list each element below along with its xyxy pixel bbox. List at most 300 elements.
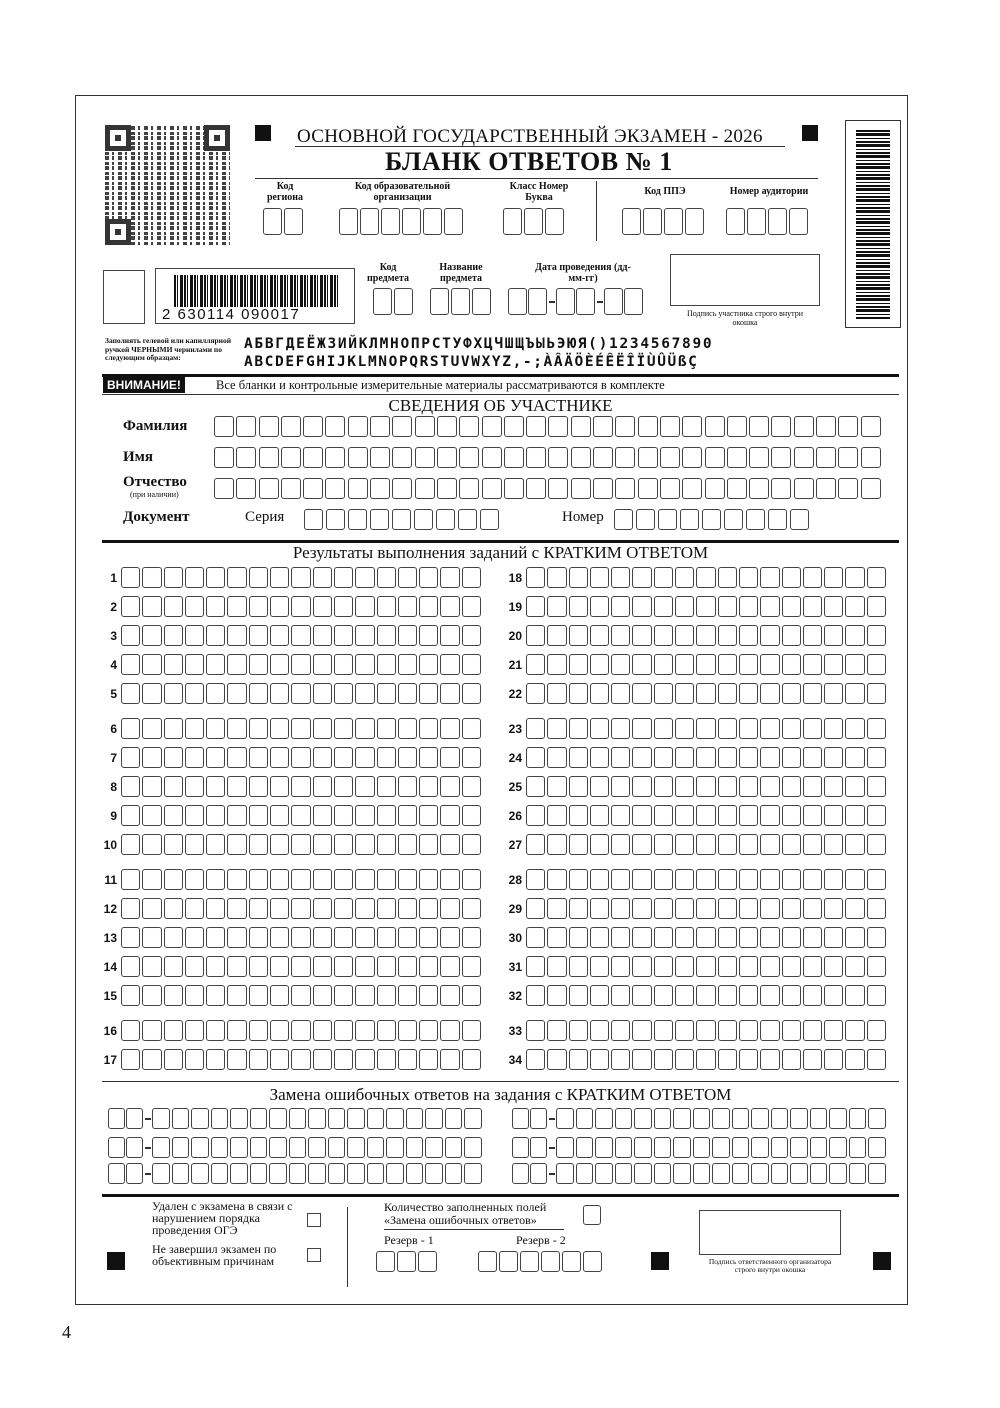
- input-cell[interactable]: [334, 1049, 353, 1070]
- input-cell[interactable]: [440, 567, 459, 588]
- input-cell[interactable]: [675, 1049, 694, 1070]
- input-cell[interactable]: [718, 927, 737, 948]
- input-cell[interactable]: [355, 1049, 374, 1070]
- input-cell[interactable]: [142, 956, 161, 977]
- input-cell[interactable]: [867, 625, 886, 646]
- input-cell[interactable]: [227, 776, 246, 797]
- input-cell[interactable]: [214, 447, 234, 468]
- input-cell[interactable]: [419, 927, 438, 948]
- input-cell[interactable]: [227, 985, 246, 1006]
- input-cell[interactable]: [313, 718, 332, 739]
- input-cell[interactable]: [325, 447, 345, 468]
- input-cell[interactable]: [611, 834, 630, 855]
- input-cell[interactable]: [664, 208, 683, 235]
- input-cell[interactable]: [675, 747, 694, 768]
- input-cell[interactable]: [445, 1108, 463, 1129]
- input-cell[interactable]: [377, 596, 396, 617]
- input-cell[interactable]: [611, 927, 630, 948]
- input-cell[interactable]: [569, 718, 588, 739]
- input-cell[interactable]: [760, 625, 779, 646]
- input-cell[interactable]: [867, 596, 886, 617]
- input-cell[interactable]: [464, 1108, 482, 1129]
- input-cell[interactable]: [185, 596, 204, 617]
- input-cell[interactable]: [206, 654, 225, 675]
- input-cell[interactable]: [236, 447, 256, 468]
- input-cell[interactable]: [269, 1163, 287, 1184]
- input-cell[interactable]: [377, 956, 396, 977]
- input-cell[interactable]: [504, 416, 524, 437]
- input-cell[interactable]: [632, 869, 651, 890]
- input-cell[interactable]: [402, 208, 421, 235]
- input-cell[interactable]: [782, 596, 801, 617]
- input-cell[interactable]: [718, 625, 737, 646]
- input-cell[interactable]: [867, 567, 886, 588]
- input-cell[interactable]: [249, 718, 268, 739]
- input-cell[interactable]: [227, 718, 246, 739]
- input-cell[interactable]: [462, 567, 481, 588]
- input-cell[interactable]: [556, 1163, 574, 1184]
- input-cell[interactable]: [303, 478, 323, 499]
- input-cell[interactable]: [654, 805, 673, 826]
- input-cell[interactable]: [142, 625, 161, 646]
- input-cell[interactable]: [569, 625, 588, 646]
- input-cell[interactable]: [696, 927, 715, 948]
- input-cell[interactable]: [526, 416, 546, 437]
- input-cell[interactable]: [227, 567, 246, 588]
- input-cell[interactable]: [611, 985, 630, 1006]
- input-cell[interactable]: [377, 776, 396, 797]
- input-cell[interactable]: [611, 805, 630, 826]
- input-cell[interactable]: [768, 208, 787, 235]
- input-cell[interactable]: [377, 567, 396, 588]
- input-cell[interactable]: [121, 927, 140, 948]
- input-cell[interactable]: [249, 747, 268, 768]
- input-cell[interactable]: [824, 956, 843, 977]
- input-cell[interactable]: [824, 625, 843, 646]
- input-cell[interactable]: [270, 1020, 289, 1041]
- input-cell[interactable]: [121, 898, 140, 919]
- input-cell[interactable]: [313, 869, 332, 890]
- input-cell[interactable]: [654, 898, 673, 919]
- input-cell[interactable]: [211, 1163, 229, 1184]
- input-cell[interactable]: [611, 654, 630, 675]
- input-cell[interactable]: [611, 1020, 630, 1041]
- input-cell[interactable]: [313, 898, 332, 919]
- input-cell[interactable]: [576, 1137, 594, 1158]
- input-cell[interactable]: [845, 683, 864, 704]
- input-cell[interactable]: [152, 1137, 170, 1158]
- input-cell[interactable]: [334, 898, 353, 919]
- input-cell[interactable]: [291, 956, 310, 977]
- input-cell[interactable]: [236, 416, 256, 437]
- input-cell[interactable]: [249, 683, 268, 704]
- input-cell[interactable]: [632, 985, 651, 1006]
- input-cell[interactable]: [462, 776, 481, 797]
- input-cell[interactable]: [108, 1108, 125, 1129]
- input-cell[interactable]: [425, 1163, 443, 1184]
- input-cell[interactable]: [499, 1251, 518, 1272]
- input-cell[interactable]: [654, 956, 673, 977]
- input-cell[interactable]: [206, 1049, 225, 1070]
- input-cell[interactable]: [503, 208, 522, 235]
- input-cell[interactable]: [462, 805, 481, 826]
- input-cell[interactable]: [398, 654, 417, 675]
- input-cell[interactable]: [172, 1137, 190, 1158]
- input-cell[interactable]: [270, 567, 289, 588]
- input-cell[interactable]: [739, 1020, 758, 1041]
- input-cell[interactable]: [590, 567, 609, 588]
- input-cell[interactable]: [462, 956, 481, 977]
- input-cell[interactable]: [590, 625, 609, 646]
- input-cell[interactable]: [464, 1137, 482, 1158]
- input-cell[interactable]: [718, 1049, 737, 1070]
- input-cell[interactable]: [726, 208, 745, 235]
- input-cell[interactable]: [370, 509, 389, 530]
- input-cell[interactable]: [654, 834, 673, 855]
- input-cell[interactable]: [526, 834, 545, 855]
- input-cell[interactable]: [718, 834, 737, 855]
- input-cell[interactable]: [675, 776, 694, 797]
- input-cell[interactable]: [440, 718, 459, 739]
- input-cell[interactable]: [164, 683, 183, 704]
- input-cell[interactable]: [440, 956, 459, 977]
- input-cell[interactable]: [782, 567, 801, 588]
- input-cell[interactable]: [437, 416, 457, 437]
- input-cell[interactable]: [615, 1108, 633, 1129]
- input-cell[interactable]: [782, 805, 801, 826]
- input-cell[interactable]: [464, 1163, 482, 1184]
- input-cell[interactable]: [270, 956, 289, 977]
- input-cell[interactable]: [415, 416, 435, 437]
- input-cell[interactable]: [164, 718, 183, 739]
- input-cell[interactable]: [632, 596, 651, 617]
- input-cell[interactable]: [590, 805, 609, 826]
- input-cell[interactable]: [334, 834, 353, 855]
- input-cell[interactable]: [526, 567, 545, 588]
- input-cell[interactable]: [462, 625, 481, 646]
- input-cell[interactable]: [263, 208, 282, 235]
- input-cell[interactable]: [712, 1163, 730, 1184]
- input-cell[interactable]: [632, 1049, 651, 1070]
- input-cell[interactable]: [259, 478, 279, 499]
- input-cell[interactable]: [164, 869, 183, 890]
- input-cell[interactable]: [419, 1049, 438, 1070]
- input-cell[interactable]: [185, 927, 204, 948]
- input-cell[interactable]: [845, 747, 864, 768]
- input-cell[interactable]: [727, 447, 747, 468]
- input-cell[interactable]: [803, 985, 822, 1006]
- input-cell[interactable]: [227, 1020, 246, 1041]
- input-cell[interactable]: [250, 1163, 268, 1184]
- input-cell[interactable]: [303, 416, 323, 437]
- input-cell[interactable]: [675, 718, 694, 739]
- input-cell[interactable]: [782, 985, 801, 1006]
- input-cell[interactable]: [654, 1137, 672, 1158]
- input-cell[interactable]: [462, 1049, 481, 1070]
- input-cell[interactable]: [771, 416, 791, 437]
- input-cell[interactable]: [419, 596, 438, 617]
- input-cell[interactable]: [227, 927, 246, 948]
- input-cell[interactable]: [739, 683, 758, 704]
- input-cell[interactable]: [270, 834, 289, 855]
- input-cell[interactable]: [660, 416, 680, 437]
- input-cell[interactable]: [462, 869, 481, 890]
- input-cell[interactable]: [482, 478, 502, 499]
- input-cell[interactable]: [718, 718, 737, 739]
- input-cell[interactable]: [462, 898, 481, 919]
- input-cell[interactable]: [739, 927, 758, 948]
- input-cell[interactable]: [270, 927, 289, 948]
- input-cell[interactable]: [440, 1049, 459, 1070]
- input-cell[interactable]: [355, 898, 374, 919]
- input-cell[interactable]: [206, 985, 225, 1006]
- input-cell[interactable]: [760, 718, 779, 739]
- input-cell[interactable]: [249, 596, 268, 617]
- input-cell[interactable]: [824, 805, 843, 826]
- input-cell[interactable]: [749, 478, 769, 499]
- input-cell[interactable]: [419, 1020, 438, 1041]
- input-cell[interactable]: [569, 805, 588, 826]
- input-cell[interactable]: [634, 1163, 652, 1184]
- input-cell[interactable]: [595, 1108, 613, 1129]
- input-cell[interactable]: [444, 208, 463, 235]
- input-cell[interactable]: [611, 1049, 630, 1070]
- input-cell[interactable]: [547, 625, 566, 646]
- input-cell[interactable]: [164, 654, 183, 675]
- input-cell[interactable]: [355, 776, 374, 797]
- input-cell[interactable]: [512, 1137, 529, 1158]
- input-cell[interactable]: [867, 654, 886, 675]
- input-cell[interactable]: [377, 898, 396, 919]
- input-cell[interactable]: [760, 1049, 779, 1070]
- input-cell[interactable]: [782, 1020, 801, 1041]
- name-boxes[interactable]: [214, 447, 883, 468]
- input-cell[interactable]: [718, 1020, 737, 1041]
- input-cell[interactable]: [868, 1163, 886, 1184]
- input-cell[interactable]: [556, 1137, 574, 1158]
- input-cell[interactable]: [824, 927, 843, 948]
- input-cell[interactable]: [654, 718, 673, 739]
- input-cell[interactable]: [206, 956, 225, 977]
- input-cell[interactable]: [739, 567, 758, 588]
- input-cell[interactable]: [751, 1137, 769, 1158]
- input-cell[interactable]: [425, 1137, 443, 1158]
- input-cell[interactable]: [334, 596, 353, 617]
- input-cell[interactable]: [227, 654, 246, 675]
- input-cell[interactable]: [526, 625, 545, 646]
- input-cell[interactable]: [370, 447, 390, 468]
- input-cell[interactable]: [615, 478, 635, 499]
- input-cell[interactable]: [406, 1108, 424, 1129]
- input-cell[interactable]: [590, 1049, 609, 1070]
- input-cell[interactable]: [739, 1049, 758, 1070]
- input-cell[interactable]: [108, 1137, 125, 1158]
- input-cell[interactable]: [291, 567, 310, 588]
- input-cell[interactable]: [386, 1108, 404, 1129]
- input-cell[interactable]: [782, 654, 801, 675]
- input-cell[interactable]: [142, 718, 161, 739]
- input-cell[interactable]: [526, 776, 545, 797]
- input-cell[interactable]: [289, 1163, 307, 1184]
- input-cell[interactable]: [185, 683, 204, 704]
- input-cell[interactable]: [547, 927, 566, 948]
- input-cell[interactable]: [334, 654, 353, 675]
- input-cell[interactable]: [760, 927, 779, 948]
- input-cell[interactable]: [355, 1020, 374, 1041]
- input-cell[interactable]: [614, 509, 633, 530]
- input-cell[interactable]: [569, 1020, 588, 1041]
- input-cell[interactable]: [590, 718, 609, 739]
- input-cell[interactable]: [790, 1163, 808, 1184]
- input-cell[interactable]: [462, 596, 481, 617]
- input-cell[interactable]: [121, 1020, 140, 1041]
- input-cell[interactable]: [528, 288, 547, 315]
- input-cell[interactable]: [440, 834, 459, 855]
- input-cell[interactable]: [451, 288, 470, 315]
- input-cell[interactable]: [462, 654, 481, 675]
- input-cell[interactable]: [121, 625, 140, 646]
- input-cell[interactable]: [838, 416, 858, 437]
- input-cell[interactable]: [790, 1108, 808, 1129]
- input-cell[interactable]: [398, 834, 417, 855]
- input-cell[interactable]: [206, 596, 225, 617]
- input-cell[interactable]: [718, 747, 737, 768]
- input-cell[interactable]: [739, 654, 758, 675]
- input-cell[interactable]: [849, 1137, 867, 1158]
- input-cell[interactable]: [398, 1020, 417, 1041]
- input-cell[interactable]: [810, 1108, 828, 1129]
- input-cell[interactable]: [632, 625, 651, 646]
- input-cell[interactable]: [377, 869, 396, 890]
- removed-checkbox[interactable]: [307, 1213, 321, 1227]
- input-cell[interactable]: [675, 567, 694, 588]
- input-cell[interactable]: [526, 956, 545, 977]
- input-cell[interactable]: [712, 1108, 730, 1129]
- input-cell[interactable]: [377, 985, 396, 1006]
- input-cell[interactable]: [675, 654, 694, 675]
- input-cell[interactable]: [440, 805, 459, 826]
- input-cell[interactable]: [696, 898, 715, 919]
- input-cell[interactable]: [590, 683, 609, 704]
- input-cell[interactable]: [164, 834, 183, 855]
- input-cell[interactable]: [685, 208, 704, 235]
- input-cell[interactable]: [632, 747, 651, 768]
- input-cell[interactable]: [654, 596, 673, 617]
- input-cell[interactable]: [693, 1108, 711, 1129]
- input-cell[interactable]: [771, 1163, 789, 1184]
- input-cell[interactable]: [643, 208, 662, 235]
- input-cell[interactable]: [121, 1049, 140, 1070]
- input-cell[interactable]: [313, 683, 332, 704]
- input-cell[interactable]: [445, 1163, 463, 1184]
- input-cell[interactable]: [458, 509, 477, 530]
- input-cell[interactable]: [634, 1137, 652, 1158]
- input-cell[interactable]: [794, 447, 814, 468]
- input-cell[interactable]: [654, 776, 673, 797]
- input-cell[interactable]: [289, 1137, 307, 1158]
- input-cell[interactable]: [751, 1163, 769, 1184]
- input-cell[interactable]: [658, 509, 677, 530]
- input-cell[interactable]: [868, 1108, 886, 1129]
- input-cell[interactable]: [304, 509, 323, 530]
- input-cell[interactable]: [214, 416, 234, 437]
- input-cell[interactable]: [861, 447, 881, 468]
- input-cell[interactable]: [760, 683, 779, 704]
- input-cell[interactable]: [419, 956, 438, 977]
- input-cell[interactable]: [675, 869, 694, 890]
- input-cell[interactable]: [227, 805, 246, 826]
- input-cell[interactable]: [675, 596, 694, 617]
- input-cell[interactable]: [126, 1108, 143, 1129]
- input-cell[interactable]: [622, 208, 641, 235]
- input-cell[interactable]: [675, 834, 694, 855]
- input-cell[interactable]: [675, 683, 694, 704]
- input-cell[interactable]: [191, 1163, 209, 1184]
- input-cell[interactable]: [595, 1137, 613, 1158]
- input-cell[interactable]: [632, 805, 651, 826]
- input-cell[interactable]: [185, 625, 204, 646]
- input-cell[interactable]: [191, 1108, 209, 1129]
- input-cell[interactable]: [121, 596, 140, 617]
- input-cell[interactable]: [308, 1163, 326, 1184]
- input-cell[interactable]: [611, 747, 630, 768]
- input-cell[interactable]: [590, 869, 609, 890]
- input-cell[interactable]: [142, 567, 161, 588]
- input-cell[interactable]: [590, 747, 609, 768]
- input-cell[interactable]: [803, 654, 822, 675]
- input-cell[interactable]: [291, 683, 310, 704]
- input-cell[interactable]: [206, 625, 225, 646]
- input-cell[interactable]: [377, 718, 396, 739]
- input-cell[interactable]: [398, 956, 417, 977]
- input-cell[interactable]: [845, 1020, 864, 1041]
- input-cell[interactable]: [377, 625, 396, 646]
- input-cell[interactable]: [590, 898, 609, 919]
- input-cell[interactable]: [419, 747, 438, 768]
- input-cell[interactable]: [654, 747, 673, 768]
- input-cell[interactable]: [377, 927, 396, 948]
- input-cell[interactable]: [284, 208, 303, 235]
- input-cell[interactable]: [867, 927, 886, 948]
- input-cell[interactable]: [611, 956, 630, 977]
- series-boxes[interactable]: [304, 509, 502, 530]
- input-cell[interactable]: [355, 625, 374, 646]
- input-cell[interactable]: [526, 478, 546, 499]
- input-cell[interactable]: [121, 776, 140, 797]
- input-cell[interactable]: [696, 747, 715, 768]
- input-cell[interactable]: [824, 596, 843, 617]
- input-cell[interactable]: [696, 985, 715, 1006]
- input-cell[interactable]: [789, 208, 808, 235]
- input-cell[interactable]: [334, 1020, 353, 1041]
- input-cell[interactable]: [768, 509, 787, 530]
- input-cell[interactable]: [845, 1049, 864, 1070]
- input-cell[interactable]: [562, 1251, 581, 1272]
- input-cell[interactable]: [673, 1163, 691, 1184]
- input-cell[interactable]: [249, 805, 268, 826]
- input-cell[interactable]: [732, 1163, 750, 1184]
- input-cell[interactable]: [604, 288, 623, 315]
- input-cell[interactable]: [206, 683, 225, 704]
- input-cell[interactable]: [746, 509, 765, 530]
- input-cell[interactable]: [615, 1137, 633, 1158]
- patronymic-boxes[interactable]: [214, 478, 883, 499]
- input-cell[interactable]: [291, 834, 310, 855]
- input-cell[interactable]: [868, 1137, 886, 1158]
- input-cell[interactable]: [398, 869, 417, 890]
- input-cell[interactable]: [249, 625, 268, 646]
- input-cell[interactable]: [782, 869, 801, 890]
